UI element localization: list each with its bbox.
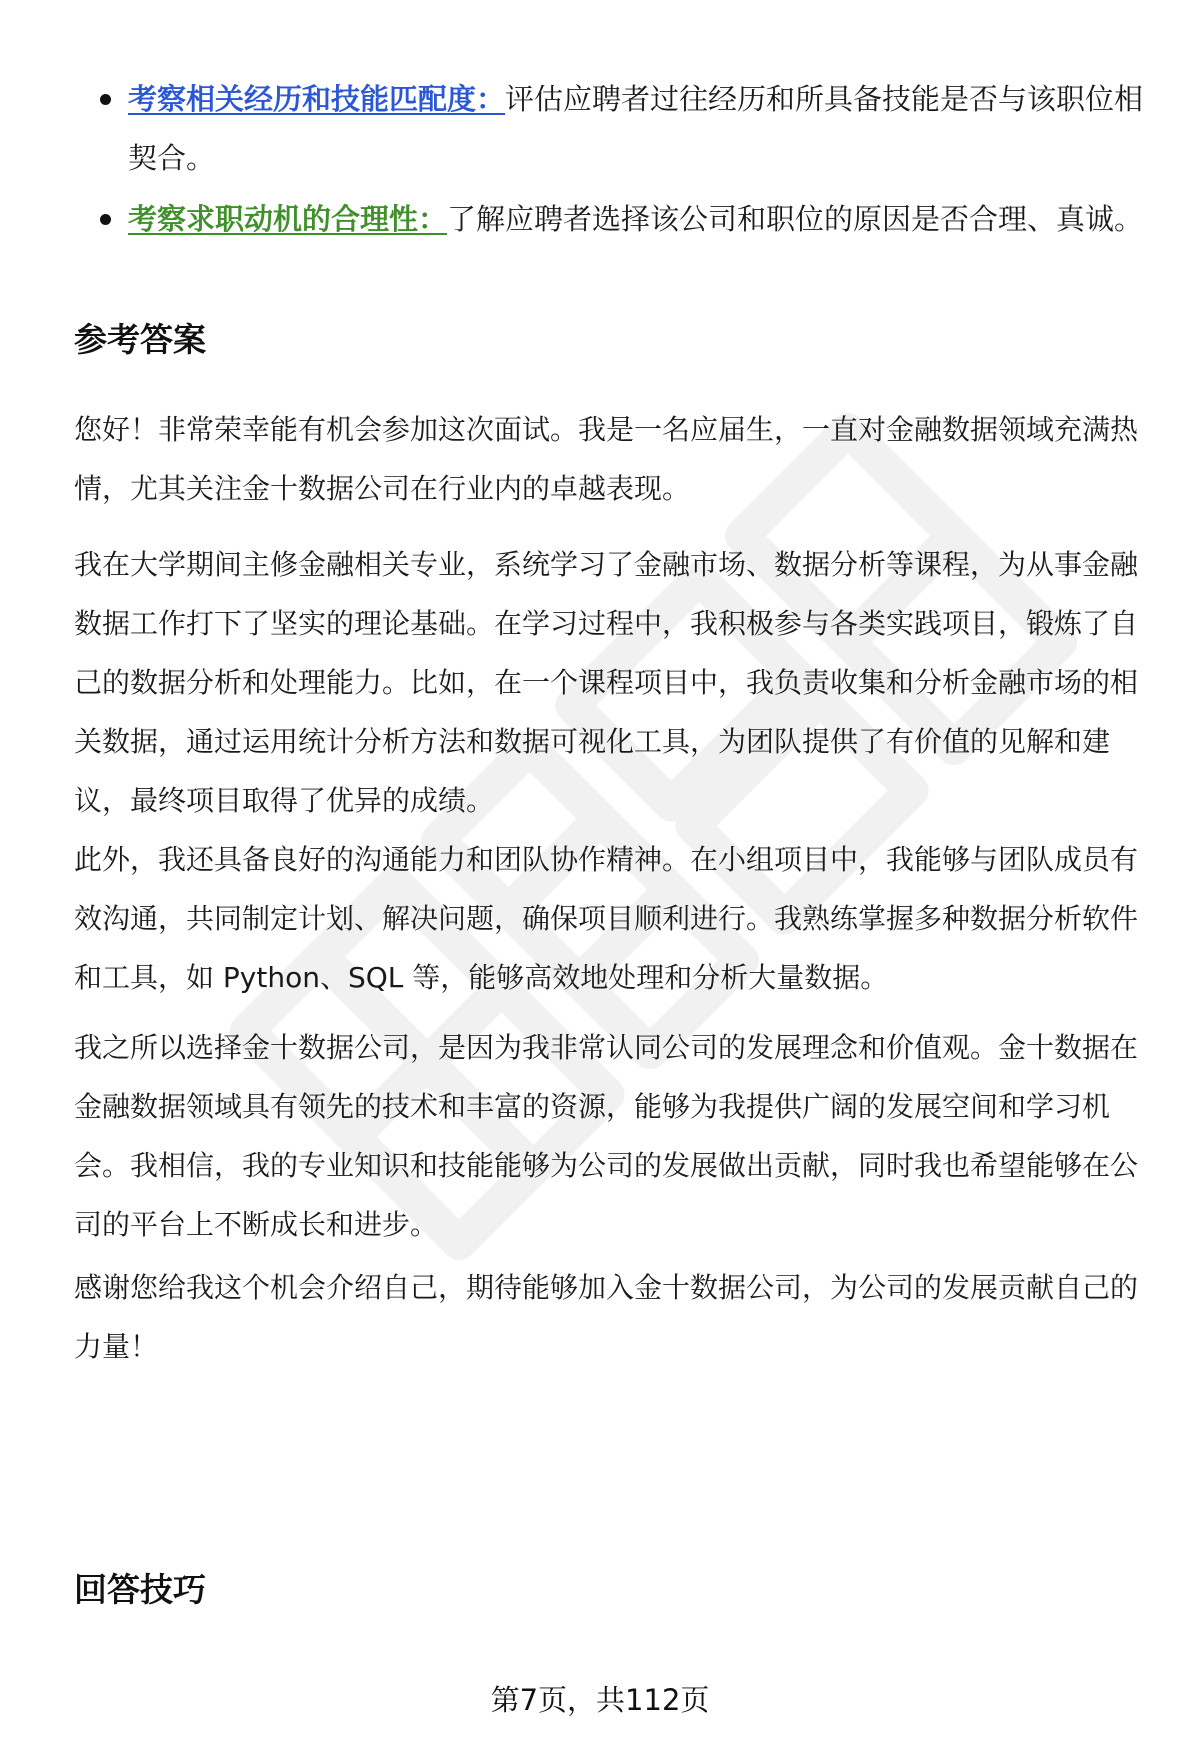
- answer-paragraph: 感谢您给我这个机会介绍自己，期待能够加入金十数据公司，为公司的发展贡献自己的力量！: [74, 1271, 1139, 1363]
- bullet-dot: [100, 94, 111, 105]
- list-item: [96, 190, 1146, 249]
- page-number: 第7页，共112页: [490, 1683, 710, 1717]
- section-title-answer: 参考答案: [74, 320, 206, 359]
- criteria-list: [96, 70, 1146, 251]
- bullet-label: 考察求职动机的合理性：: [128, 202, 448, 236]
- list-item: [96, 70, 1146, 188]
- answer-paragraph: 我在大学期间主修金融相关专业，系统学习了金融市场、数据分析等课程，为从事金融数据工作打下了坚实的理论基础。在学习过程中，我积极参与各类实践项目，锻炼了自己的数据分析和处理能力。比如，在一个课程项目中，我负责收集和分析金融市场的相关数据，通过运用统计分析方法和数据可视化工具，为团队提供了有价值的见解和建议，最终项目取得了优异的成绩。: [74, 548, 1139, 817]
- bullet-label: 考察相关经历和技能匹配度：: [128, 82, 506, 116]
- bullet-text: 了解应聘者选择该公司和职位的原因是否合理、真诚。: [447, 202, 1144, 236]
- answer-paragraph: 您好！非常荣幸能有机会参加这次面试。我是一名应届生，一直对金融数据领域充满热情，尤其关注金十数据公司在行业内的卓越表现。: [74, 413, 1139, 505]
- answer-paragraph: 此外，我还具备良好的沟通能力和团队协作精神。在小组项目中，我能够与团队成员有效沟通，共同制定计划、解决问题，确保项目顺利进行。我熟练掌握多种数据分析软件和工具，如 Python、SQL 等，能够高效地处理和分析大量数据。: [74, 843, 1139, 994]
- answer-paragraph: 我之所以选择金十数据公司，是因为我非常认同公司的发展理念和价值观。金十数据在金融数据领域具有领先的技术和丰富的资源，能够为我提供广阔的发展空间和学习机会。我相信，我的专业知识和技能能够为公司的发展做出贡献，同时我也希望能够在公司的平台上不断成长和进步。: [74, 1031, 1139, 1241]
- section-title-tips: 回答技巧: [74, 1570, 206, 1609]
- bullet-text: 评估应聘者过往经历和所具备技能是否与该职位相契合。: [128, 82, 1144, 175]
- bullet-dot: [100, 214, 111, 225]
